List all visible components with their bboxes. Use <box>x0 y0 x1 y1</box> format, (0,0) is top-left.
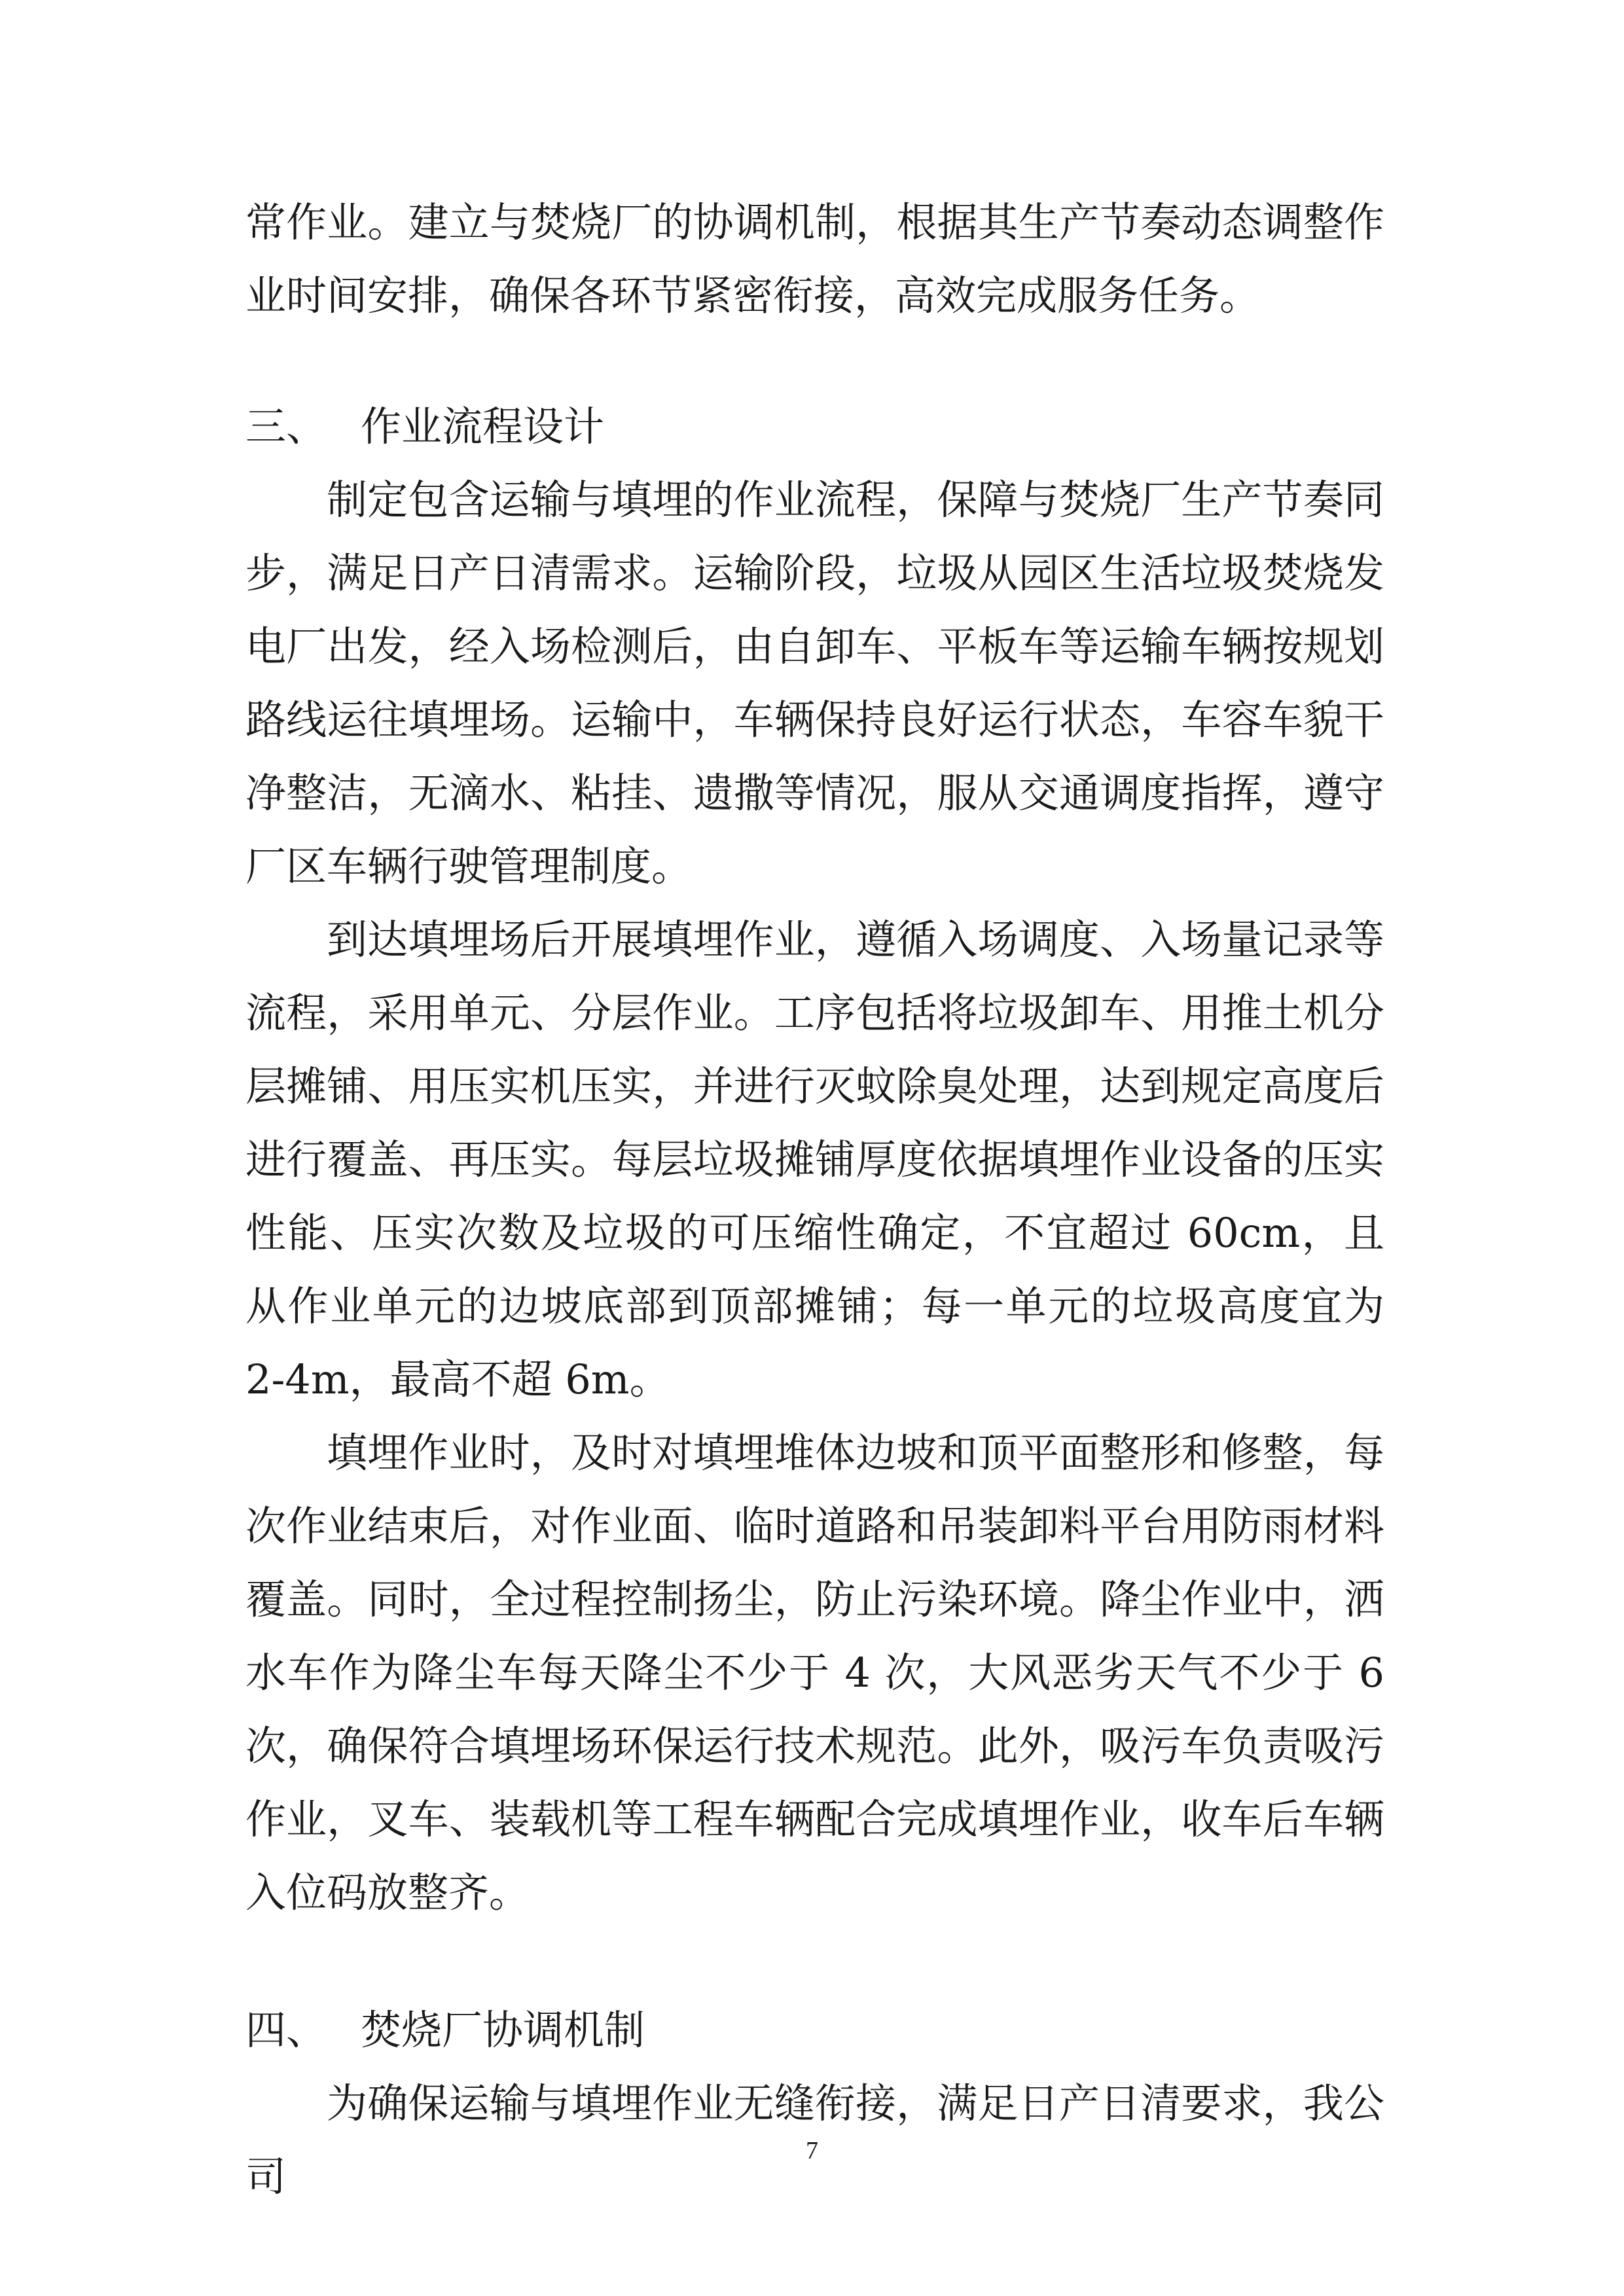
section-number: 三、 <box>245 403 327 450</box>
paragraph: 填埋作业时，及时对填埋堆体边坡和顶平面整形和修整，每次作业结束后，对作业面、临时道路和吊装卸料平台用防雨材料覆盖。同时，全过程控制扬尘，防止污染环境。降尘作业中，洒水车作为降尘车每天降尘不少于 4 次，大风恶劣天气不少于 6 次，确保符合填埋场环保运行技术规范。此外，吸污车负责吸污作业，叉车、装载机等工程车辆配合完成填埋作业，收车后车辆入位码放整齐。 <box>245 1429 1384 1916</box>
paragraph-continuation: 常作业。建立与焚烧厂的协调机制，根据其生产节奏动态调整作业时间安排，确保各环节紧密衔接，高效完成服务任务。 <box>245 198 1384 319</box>
paragraph: 到达填埋场后开展填埋作业，遵循入场调度、入场量记录等流程，采用单元、分层作业。工序包括将垃圾卸车、用推土机分层摊铺、用压实机压实，并进行灭蚊除臭处理，达到规定高度后进行覆盖、再压实。每层垃圾摊铺厚度依据填埋作业设备的压实性能、压实次数及垃圾的可压缩性确定，不宜超过 60cm，且从作业单元的边坡底部到顶部摊铺；每一单元的垃圾高度宜为 2-4m，最高不超 6m。 <box>245 916 1384 1403</box>
section-title: 作业流程设计 <box>361 403 605 450</box>
section-heading-3 <box>245 390 1384 463</box>
paragraph: 制定包含运输与填埋的作业流程，保障与焚烧厂生产节奏同步，满足日产日清需求。运输阶段，垃圾从园区生活垃圾焚烧发电厂出发，经入场检测后，由自卸车、平板车等运输车辆按规划路线运往填埋场。运输中，车辆保持良好运行状态，车容车貌干净整洁，无滴水、粘挂、遗撒等情况，服从交通调度指挥，遵守厂区车辆行驶管理制度。 <box>245 476 1384 890</box>
section-title: 焚烧厂协调机制 <box>361 2006 645 2054</box>
document-body <box>245 0 1384 2214</box>
page-number: 7 <box>806 2137 818 2164</box>
paragraph: 为确保运输与填埋作业无缝衔接，满足日产日清要求，我公司 <box>245 2079 1384 2200</box>
section-heading-4 <box>245 1994 1384 2067</box>
section-number: 四、 <box>245 2006 327 2054</box>
